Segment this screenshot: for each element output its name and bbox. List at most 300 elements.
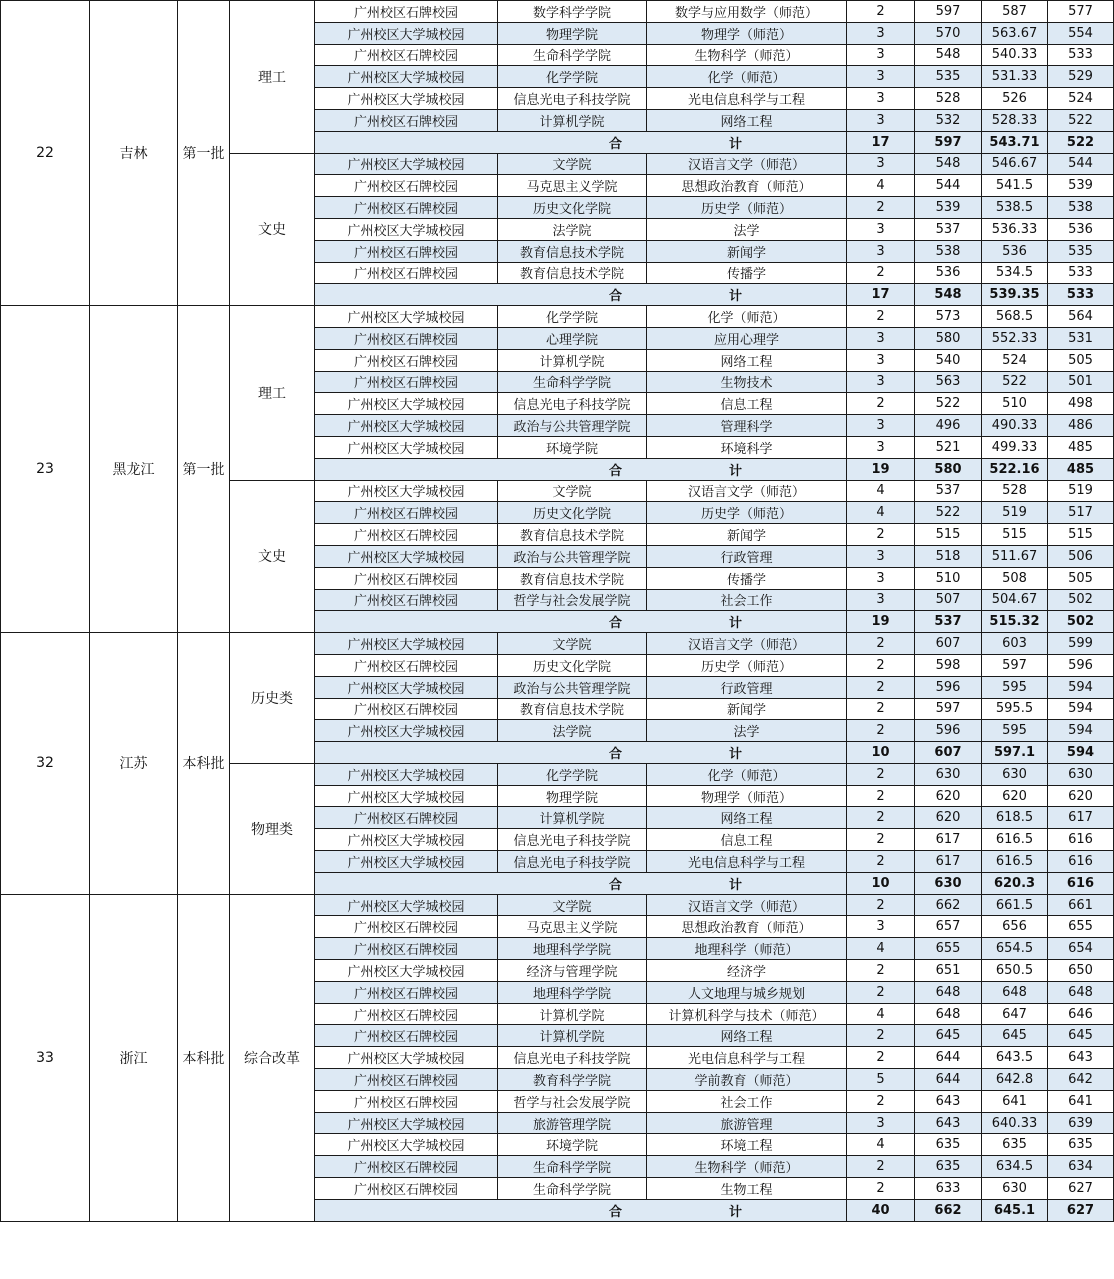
enrollment-count-cell: 2 <box>847 829 915 851</box>
avg-score-cell: 635 <box>982 1134 1048 1156</box>
min-score-cell: 594 <box>1048 698 1114 720</box>
college-cell: 教育科学学院 <box>498 1069 647 1091</box>
total-min-score-cell: 616 <box>1048 872 1114 894</box>
campus-cell: 广州校区大学城校园 <box>315 22 498 44</box>
major-cell: 网络工程 <box>647 349 847 371</box>
enrollment-count-cell: 2 <box>847 633 915 655</box>
major-cell: 社会工作 <box>647 589 847 611</box>
total-label-he: 合 <box>608 877 622 893</box>
total-min-score-cell: 522 <box>1048 131 1114 153</box>
enrollment-count-cell: 2 <box>847 654 915 676</box>
total-avg-score-cell: 597.1 <box>982 742 1048 764</box>
avg-score-cell: 538.5 <box>982 197 1048 219</box>
enrollment-count-cell: 3 <box>847 371 915 393</box>
total-enrollment-cell: 10 <box>847 872 915 894</box>
max-score-cell: 617 <box>915 851 982 873</box>
min-score-cell: 515 <box>1048 524 1114 546</box>
campus-cell: 广州校区石牌校园 <box>315 197 498 219</box>
enrollment-count-cell: 3 <box>847 567 915 589</box>
enrollment-count-cell: 3 <box>847 327 915 349</box>
max-score-cell: 515 <box>915 524 982 546</box>
min-score-cell: 505 <box>1048 567 1114 589</box>
major-cell: 历史学（师范） <box>647 502 847 524</box>
avg-score-cell: 641 <box>982 1090 1048 1112</box>
total-avg-score-cell: 543.71 <box>982 131 1048 153</box>
total-label-he: 合 <box>608 463 622 479</box>
max-score-cell: 635 <box>915 1134 982 1156</box>
max-score-cell: 573 <box>915 306 982 328</box>
college-cell: 信息光电子科技学院 <box>498 88 647 110</box>
campus-cell: 广州校区石牌校园 <box>315 1069 498 1091</box>
major-cell: 管理科学 <box>647 415 847 437</box>
major-cell: 传播学 <box>647 567 847 589</box>
subject-category-cell: 文史 <box>230 480 315 633</box>
campus-cell: 广州校区大学城校园 <box>315 894 498 916</box>
total-label-ji: 计 <box>728 463 742 479</box>
max-score-cell: 535 <box>915 66 982 88</box>
major-cell: 环境工程 <box>647 1134 847 1156</box>
enrollment-count-cell: 3 <box>847 218 915 240</box>
total-max-score-cell: 597 <box>915 131 982 153</box>
campus-cell: 广州校区大学城校园 <box>315 480 498 502</box>
max-score-cell: 548 <box>915 153 982 175</box>
min-score-cell: 485 <box>1048 436 1114 458</box>
enrollment-count-cell: 4 <box>847 175 915 197</box>
major-cell: 社会工作 <box>647 1090 847 1112</box>
major-cell: 汉语言文学（师范） <box>647 480 847 502</box>
enrollment-count-cell: 2 <box>847 262 915 284</box>
max-score-cell: 643 <box>915 1090 982 1112</box>
avg-score-cell: 630 <box>982 1178 1048 1200</box>
total-label-ji: 计 <box>728 289 742 305</box>
enrollment-count-cell: 3 <box>847 1112 915 1134</box>
province-name-cell: 吉林 <box>90 1 178 306</box>
avg-score-cell: 640.33 <box>982 1112 1048 1134</box>
max-score-cell: 648 <box>915 1003 982 1025</box>
enrollment-count-cell: 3 <box>847 349 915 371</box>
major-cell: 化学（师范） <box>647 306 847 328</box>
avg-score-cell: 515 <box>982 524 1048 546</box>
enrollment-count-cell: 2 <box>847 1025 915 1047</box>
min-score-cell: 519 <box>1048 480 1114 502</box>
major-cell: 行政管理 <box>647 545 847 567</box>
total-label-ji: 计 <box>728 136 742 152</box>
avg-score-cell: 595 <box>982 720 1048 742</box>
major-cell: 网络工程 <box>647 1025 847 1047</box>
min-score-cell: 634 <box>1048 1156 1114 1178</box>
college-cell: 马克思主义学院 <box>498 175 647 197</box>
min-score-cell: 639 <box>1048 1112 1114 1134</box>
campus-cell: 广州校区大学城校园 <box>315 785 498 807</box>
college-cell: 马克思主义学院 <box>498 916 647 938</box>
min-score-cell: 535 <box>1048 240 1114 262</box>
enrollment-count-cell: 4 <box>847 1134 915 1156</box>
min-score-cell: 654 <box>1048 938 1114 960</box>
campus-cell: 广州校区石牌校园 <box>315 1025 498 1047</box>
major-cell: 生物科学（师范） <box>647 44 847 66</box>
major-cell: 信息工程 <box>647 393 847 415</box>
campus-cell: 广州校区大学城校园 <box>315 66 498 88</box>
table-row <box>1 1 1114 23</box>
enrollment-count-cell: 2 <box>847 1178 915 1200</box>
max-score-cell: 597 <box>915 698 982 720</box>
min-score-cell: 650 <box>1048 960 1114 982</box>
avg-score-cell: 528 <box>982 480 1048 502</box>
total-enrollment-cell: 19 <box>847 458 915 480</box>
enrollment-count-cell: 2 <box>847 981 915 1003</box>
total-label-ji: 计 <box>728 1204 742 1220</box>
campus-cell: 广州校区大学城校园 <box>315 545 498 567</box>
major-cell: 传播学 <box>647 262 847 284</box>
max-score-cell: 598 <box>915 654 982 676</box>
major-cell: 应用心理学 <box>647 327 847 349</box>
major-cell: 新闻学 <box>647 240 847 262</box>
max-score-cell: 651 <box>915 960 982 982</box>
major-cell: 化学（师范） <box>647 763 847 785</box>
min-score-cell: 617 <box>1048 807 1114 829</box>
college-cell: 法学院 <box>498 720 647 742</box>
enrollment-count-cell: 4 <box>847 480 915 502</box>
avg-score-cell: 508 <box>982 567 1048 589</box>
min-score-cell: 531 <box>1048 327 1114 349</box>
min-score-cell: 641 <box>1048 1090 1114 1112</box>
campus-cell: 广州校区大学城校园 <box>315 633 498 655</box>
avg-score-cell: 568.5 <box>982 306 1048 328</box>
table-row <box>1 306 1114 328</box>
avg-score-cell: 587 <box>982 1 1048 23</box>
avg-score-cell: 595.5 <box>982 698 1048 720</box>
major-cell: 法学 <box>647 720 847 742</box>
campus-cell: 广州校区大学城校园 <box>315 720 498 742</box>
avg-score-cell: 616.5 <box>982 851 1048 873</box>
campus-cell: 广州校区石牌校园 <box>315 349 498 371</box>
college-cell: 文学院 <box>498 894 647 916</box>
total-min-score-cell: 627 <box>1048 1199 1114 1221</box>
major-cell: 人文地理与城乡规划 <box>647 981 847 1003</box>
max-score-cell: 537 <box>915 218 982 240</box>
major-cell: 网络工程 <box>647 807 847 829</box>
min-score-cell: 544 <box>1048 153 1114 175</box>
avg-score-cell: 524 <box>982 349 1048 371</box>
avg-score-cell: 536 <box>982 240 1048 262</box>
max-score-cell: 540 <box>915 349 982 371</box>
avg-score-cell: 499.33 <box>982 436 1048 458</box>
college-cell: 计算机学院 <box>498 1003 647 1025</box>
total-avg-score-cell: 515.32 <box>982 611 1048 633</box>
total-enrollment-cell: 10 <box>847 742 915 764</box>
enrollment-count-cell: 2 <box>847 197 915 219</box>
major-cell: 历史学（师范） <box>647 654 847 676</box>
province-number-cell: 22 <box>1 1 90 306</box>
max-score-cell: 507 <box>915 589 982 611</box>
major-cell: 光电信息科学与工程 <box>647 851 847 873</box>
enrollment-count-cell: 5 <box>847 1069 915 1091</box>
min-score-cell: 646 <box>1048 1003 1114 1025</box>
avg-score-cell: 552.33 <box>982 327 1048 349</box>
enrollment-count-cell: 2 <box>847 894 915 916</box>
college-cell: 计算机学院 <box>498 349 647 371</box>
enrollment-count-cell: 3 <box>847 109 915 131</box>
avg-score-cell: 563.67 <box>982 22 1048 44</box>
max-score-cell: 597 <box>915 1 982 23</box>
total-label-cell <box>315 131 847 153</box>
avg-score-cell: 616.5 <box>982 829 1048 851</box>
total-min-score-cell: 485 <box>1048 458 1114 480</box>
major-cell: 新闻学 <box>647 524 847 546</box>
max-score-cell: 596 <box>915 720 982 742</box>
enrollment-count-cell: 3 <box>847 415 915 437</box>
college-cell: 地理科学学院 <box>498 938 647 960</box>
max-score-cell: 620 <box>915 785 982 807</box>
campus-cell: 广州校区大学城校园 <box>315 306 498 328</box>
major-cell: 生物工程 <box>647 1178 847 1200</box>
major-cell: 生物技术 <box>647 371 847 393</box>
min-score-cell: 498 <box>1048 393 1114 415</box>
min-score-cell: 538 <box>1048 197 1114 219</box>
avg-score-cell: 511.67 <box>982 545 1048 567</box>
max-score-cell: 644 <box>915 1069 982 1091</box>
min-score-cell: 594 <box>1048 676 1114 698</box>
college-cell: 物理学院 <box>498 22 647 44</box>
college-cell: 生命科学学院 <box>498 1178 647 1200</box>
avg-score-cell: 661.5 <box>982 894 1048 916</box>
max-score-cell: 496 <box>915 415 982 437</box>
max-score-cell: 544 <box>915 175 982 197</box>
max-score-cell: 522 <box>915 393 982 415</box>
max-score-cell: 537 <box>915 480 982 502</box>
total-label-he: 合 <box>608 1204 622 1220</box>
campus-cell: 广州校区石牌校园 <box>315 916 498 938</box>
enrollment-count-cell: 2 <box>847 306 915 328</box>
campus-cell: 广州校区大学城校园 <box>315 1134 498 1156</box>
college-cell: 信息光电子科技学院 <box>498 829 647 851</box>
college-cell: 生命科学学院 <box>498 371 647 393</box>
total-label-cell <box>315 284 847 306</box>
campus-cell: 广州校区石牌校园 <box>315 371 498 393</box>
college-cell: 计算机学院 <box>498 109 647 131</box>
min-score-cell: 599 <box>1048 633 1114 655</box>
min-score-cell: 524 <box>1048 88 1114 110</box>
college-cell: 政治与公共管理学院 <box>498 415 647 437</box>
college-cell: 化学学院 <box>498 306 647 328</box>
major-cell: 法学 <box>647 218 847 240</box>
min-score-cell: 645 <box>1048 1025 1114 1047</box>
enrollment-count-cell: 2 <box>847 698 915 720</box>
min-score-cell: 630 <box>1048 763 1114 785</box>
campus-cell: 广州校区大学城校园 <box>315 1047 498 1069</box>
enrollment-count-cell: 3 <box>847 240 915 262</box>
major-cell: 思想政治教育（师范） <box>647 175 847 197</box>
max-score-cell: 521 <box>915 436 982 458</box>
batch-cell: 第一批 <box>178 1 230 306</box>
min-score-cell: 616 <box>1048 829 1114 851</box>
college-cell: 数学科学学院 <box>498 1 647 23</box>
campus-cell: 广州校区石牌校园 <box>315 807 498 829</box>
college-cell: 历史文化学院 <box>498 502 647 524</box>
province-number-cell: 23 <box>1 306 90 633</box>
min-score-cell: 486 <box>1048 415 1114 437</box>
total-max-score-cell: 580 <box>915 458 982 480</box>
avg-score-cell: 595 <box>982 676 1048 698</box>
total-label-he: 合 <box>608 746 622 762</box>
max-score-cell: 570 <box>915 22 982 44</box>
campus-cell: 广州校区大学城校园 <box>315 829 498 851</box>
subject-category-cell: 综合改革 <box>230 894 315 1221</box>
avg-score-cell: 526 <box>982 88 1048 110</box>
avg-score-cell: 654.5 <box>982 938 1048 960</box>
min-score-cell: 533 <box>1048 262 1114 284</box>
enrollment-count-cell: 4 <box>847 938 915 960</box>
college-cell: 生命科学学院 <box>498 1156 647 1178</box>
max-score-cell: 657 <box>915 916 982 938</box>
major-cell: 数学与应用数学（师范） <box>647 1 847 23</box>
campus-cell: 广州校区石牌校园 <box>315 589 498 611</box>
major-cell: 化学（师范） <box>647 66 847 88</box>
max-score-cell: 538 <box>915 240 982 262</box>
total-min-score-cell: 533 <box>1048 284 1114 306</box>
min-score-cell: 539 <box>1048 175 1114 197</box>
batch-cell: 第一批 <box>178 306 230 633</box>
min-score-cell: 648 <box>1048 981 1114 1003</box>
college-cell: 历史文化学院 <box>498 197 647 219</box>
min-score-cell: 635 <box>1048 1134 1114 1156</box>
max-score-cell: 635 <box>915 1156 982 1178</box>
table-row <box>1 894 1114 916</box>
major-cell: 汉语言文学（师范） <box>647 633 847 655</box>
avg-score-cell: 541.5 <box>982 175 1048 197</box>
enrollment-count-cell: 2 <box>847 1090 915 1112</box>
major-cell: 汉语言文学（师范） <box>647 894 847 916</box>
total-avg-score-cell: 522.16 <box>982 458 1048 480</box>
enrollment-count-cell: 3 <box>847 22 915 44</box>
total-label-cell <box>315 742 847 764</box>
major-cell: 学前教育（师范） <box>647 1069 847 1091</box>
total-avg-score-cell: 539.35 <box>982 284 1048 306</box>
max-score-cell: 596 <box>915 676 982 698</box>
campus-cell: 广州校区大学城校园 <box>315 851 498 873</box>
total-enrollment-cell: 17 <box>847 284 915 306</box>
campus-cell: 广州校区石牌校园 <box>315 262 498 284</box>
min-score-cell: 655 <box>1048 916 1114 938</box>
college-cell: 计算机学院 <box>498 1025 647 1047</box>
college-cell: 经济与管理学院 <box>498 960 647 982</box>
major-cell: 光电信息科学与工程 <box>647 1047 847 1069</box>
max-score-cell: 548 <box>915 44 982 66</box>
enrollment-count-cell: 2 <box>847 763 915 785</box>
enrollment-count-cell: 2 <box>847 785 915 807</box>
min-score-cell: 502 <box>1048 589 1114 611</box>
major-cell: 生物科学（师范） <box>647 1156 847 1178</box>
min-score-cell: 501 <box>1048 371 1114 393</box>
max-score-cell: 648 <box>915 981 982 1003</box>
major-cell: 物理学（师范） <box>647 22 847 44</box>
major-cell: 信息工程 <box>647 829 847 851</box>
major-cell: 物理学（师范） <box>647 785 847 807</box>
min-score-cell: 643 <box>1048 1047 1114 1069</box>
max-score-cell: 528 <box>915 88 982 110</box>
batch-cell: 本科批 <box>178 633 230 895</box>
avg-score-cell: 647 <box>982 1003 1048 1025</box>
enrollment-count-cell: 4 <box>847 1003 915 1025</box>
campus-cell: 广州校区石牌校园 <box>315 240 498 262</box>
college-cell: 地理科学学院 <box>498 981 647 1003</box>
enrollment-count-cell: 2 <box>847 676 915 698</box>
max-score-cell: 617 <box>915 829 982 851</box>
avg-score-cell: 510 <box>982 393 1048 415</box>
major-cell: 地理科学（师范） <box>647 938 847 960</box>
enrollment-count-cell: 3 <box>847 436 915 458</box>
enrollment-count-cell: 3 <box>847 153 915 175</box>
campus-cell: 广州校区石牌校园 <box>315 524 498 546</box>
campus-cell: 广州校区石牌校园 <box>315 327 498 349</box>
avg-score-cell: 630 <box>982 763 1048 785</box>
total-max-score-cell: 537 <box>915 611 982 633</box>
college-cell: 教育信息技术学院 <box>498 524 647 546</box>
max-score-cell: 532 <box>915 109 982 131</box>
total-min-score-cell: 502 <box>1048 611 1114 633</box>
avg-score-cell: 519 <box>982 502 1048 524</box>
avg-score-cell: 656 <box>982 916 1048 938</box>
province-number-cell: 32 <box>1 633 90 895</box>
enrollment-count-cell: 3 <box>847 66 915 88</box>
max-score-cell: 633 <box>915 1178 982 1200</box>
college-cell: 信息光电子科技学院 <box>498 393 647 415</box>
campus-cell: 广州校区石牌校园 <box>315 698 498 720</box>
max-score-cell: 620 <box>915 807 982 829</box>
subject-category-cell: 理工 <box>230 1 315 154</box>
max-score-cell: 645 <box>915 1025 982 1047</box>
min-score-cell: 642 <box>1048 1069 1114 1091</box>
college-cell: 生命科学学院 <box>498 44 647 66</box>
enrollment-count-cell: 2 <box>847 851 915 873</box>
avg-score-cell: 528.33 <box>982 109 1048 131</box>
major-cell: 计算机科学与技术（师范） <box>647 1003 847 1025</box>
college-cell: 文学院 <box>498 153 647 175</box>
campus-cell: 广州校区大学城校园 <box>315 415 498 437</box>
college-cell: 教育信息技术学院 <box>498 567 647 589</box>
min-score-cell: 577 <box>1048 1 1114 23</box>
enrollment-count-cell: 3 <box>847 44 915 66</box>
total-label-cell <box>315 1199 847 1221</box>
enrollment-count-cell: 2 <box>847 524 915 546</box>
total-enrollment-cell: 17 <box>847 131 915 153</box>
avg-score-cell: 531.33 <box>982 66 1048 88</box>
avg-score-cell: 597 <box>982 654 1048 676</box>
major-cell: 行政管理 <box>647 676 847 698</box>
total-avg-score-cell: 620.3 <box>982 872 1048 894</box>
min-score-cell: 627 <box>1048 1178 1114 1200</box>
total-label-cell <box>315 458 847 480</box>
max-score-cell: 536 <box>915 262 982 284</box>
min-score-cell: 517 <box>1048 502 1114 524</box>
total-label-ji: 计 <box>728 746 742 762</box>
total-min-score-cell: 594 <box>1048 742 1114 764</box>
min-score-cell: 536 <box>1048 218 1114 240</box>
total-label-he: 合 <box>608 136 622 152</box>
avg-score-cell: 536.33 <box>982 218 1048 240</box>
min-score-cell: 506 <box>1048 545 1114 567</box>
max-score-cell: 563 <box>915 371 982 393</box>
college-cell: 化学学院 <box>498 66 647 88</box>
min-score-cell: 616 <box>1048 851 1114 873</box>
avg-score-cell: 522 <box>982 371 1048 393</box>
major-cell: 新闻学 <box>647 698 847 720</box>
enrollment-count-cell: 3 <box>847 916 915 938</box>
campus-cell: 广州校区石牌校园 <box>315 44 498 66</box>
batch-cell: 本科批 <box>178 894 230 1221</box>
avg-score-cell: 620 <box>982 785 1048 807</box>
min-score-cell: 522 <box>1048 109 1114 131</box>
